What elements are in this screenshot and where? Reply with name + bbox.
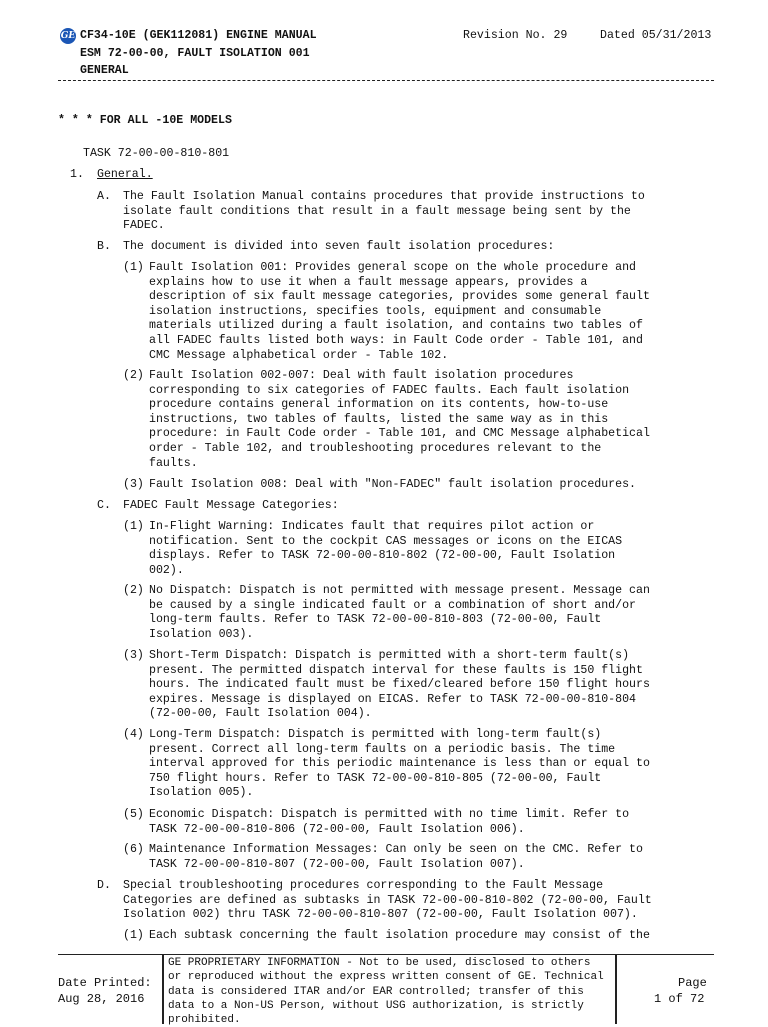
para-a-text: The Fault Isolation Manual contains procedures that provide instructions to isolate fault conditions that result in a fault message being sent by the FADEC.	[123, 190, 645, 233]
para-label-d: D.	[97, 879, 111, 892]
para-label-a: A.	[97, 190, 111, 203]
list-item-number: (3)	[123, 478, 144, 491]
section-heading: General.	[97, 168, 153, 181]
list-item-text: Fault Isolation 002-007: Deal with fault isolation procedures corresponding to six categories of FADEC faults. Each fault isolation procedure contains general information on its contents, how-to-use instructions, two tables of faults, listed the same way as in this procedure: in Fault Code order - Table 101, and CMC Message alphabetical order - Table 102, and troubleshooting procedures relevant to the faults.	[149, 369, 650, 470]
para-c-text: FADEC Fault Message Categories:	[123, 499, 339, 512]
applicability: * * * FOR ALL -10E MODELS	[58, 114, 232, 127]
date-printed-label: Date Printed:	[58, 976, 152, 990]
section-number: 1.	[70, 168, 84, 181]
revision-number: Revision No. 29	[463, 29, 568, 42]
task-id: TASK 72-00-00-810-801	[83, 147, 230, 160]
page-label: Page	[678, 976, 707, 990]
ge-logo-icon: GE	[60, 28, 76, 44]
list-item-number: (4)	[123, 728, 144, 741]
manual-title: CF34-10E (GEK112081) ENGINE MANUAL	[80, 29, 317, 42]
list-item-text: Fault Isolation 001: Provides general scope on the whole procedure and explains how to use it when a fault message appears, provides a description of six fault message categories, provides some general fault isolation instructions, specifies tools, equipment and consumable materials utilized during a fault isolation, and contains two tables of all FADEC faults listed both ways: in Fault Code order - Table 101, and CMC Message alphabetical order - Table 102.	[149, 261, 650, 362]
list-item-text: Fault Isolation 008: Deal with "Non-FADEC" fault isolation procedures.	[149, 478, 637, 491]
dated: Dated 05/31/2013	[600, 29, 712, 42]
date-printed-value: Aug 28, 2016	[58, 992, 145, 1006]
list-item-text: No Dispatch: Dispatch is not permitted with message present. Message can be caused by a single indicated fault or a combination of short and/or long-term faults. Refer to TASK 72-00-00-810-803 (72-00-00, Fault Isolation 003).	[149, 584, 650, 641]
list-item-number: (1)	[123, 261, 144, 274]
list-item-text: Long-Term Dispatch: Dispatch is permitted with long-term fault(s) present. Correct all long-term faults on a periodic basis. The time interval approved for this periodic maintenance is less than or equal to 750 flight hours. Refer to TASK 72-00-00-810-805 (72-00-00, Fault Isolation 005).	[149, 728, 650, 800]
list-item-text: In-Flight Warning: Indicates fault that requires pilot action or notification. Sent to the cockpit CAS messages or icons on the EICAS displays. Refer to TASK 72-00-00-810-802 (72-00-00, Fault Isolation 002).	[149, 520, 623, 577]
para-label-b: B.	[97, 240, 111, 253]
list-item-number: (2)	[123, 369, 144, 382]
header-divider	[58, 80, 714, 81]
list-item-text: Short-Term Dispatch: Dispatch is permitted with a short-term fault(s) present. The permitted dispatch interval for these faults is 150 flight hours. The indicated fault must be fixed/cleared before 150 flight hours expires. Message is displayed on EICAS. Refer to TASK 72-00-00-810-804 (72-00-00, Fault Isolation 004).	[149, 649, 650, 721]
section-title: ESM 72-00-00, FAULT ISOLATION 001	[80, 47, 310, 60]
subsection-title: GENERAL	[80, 64, 129, 77]
para-b-text: The document is divided into seven fault isolation procedures:	[123, 240, 555, 253]
page-number: 1 of 72	[654, 992, 705, 1006]
list-item-number: (3)	[123, 649, 144, 662]
list-item-number: (5)	[123, 808, 144, 821]
proprietary-notice: GE PROPRIETARY INFORMATION - Not to be used, disclosed to others or reproduced without the express written consent of GE. Technical data is considered ITAR and/or EAR controlled; transfer of this data to a Non-US Person, without USG authorization, is strictly prohibited.	[162, 954, 617, 1024]
list-item-text: Each subtask concerning the fault isolation procedure may consist of the	[149, 929, 650, 942]
para-label-c: C.	[97, 499, 111, 512]
list-item-number: (1)	[123, 520, 144, 533]
list-item-text: Maintenance Information Messages: Can only be seen on the CMC. Refer to TASK 72-00-00-810-807 (72-00-00, Fault Isolation 007).	[149, 843, 643, 871]
list-item-number: (2)	[123, 584, 144, 597]
list-item-number: (1)	[123, 929, 144, 942]
list-item-text: Economic Dispatch: Dispatch is permitted with no time limit. Refer to TASK 72-00-00-810-806 (72-00-00, Fault Isolation 006).	[149, 808, 630, 836]
list-item-number: (6)	[123, 843, 144, 856]
para-d-text: Special troubleshooting procedures corresponding to the Fault Message Categories are defined as subtasks in TASK 72-00-00-810-802 (72-00-00, Fault Isolation 002) thru TASK 72-00-00-810-807 (72-00-00, Fault Isolation 007).	[123, 879, 652, 922]
